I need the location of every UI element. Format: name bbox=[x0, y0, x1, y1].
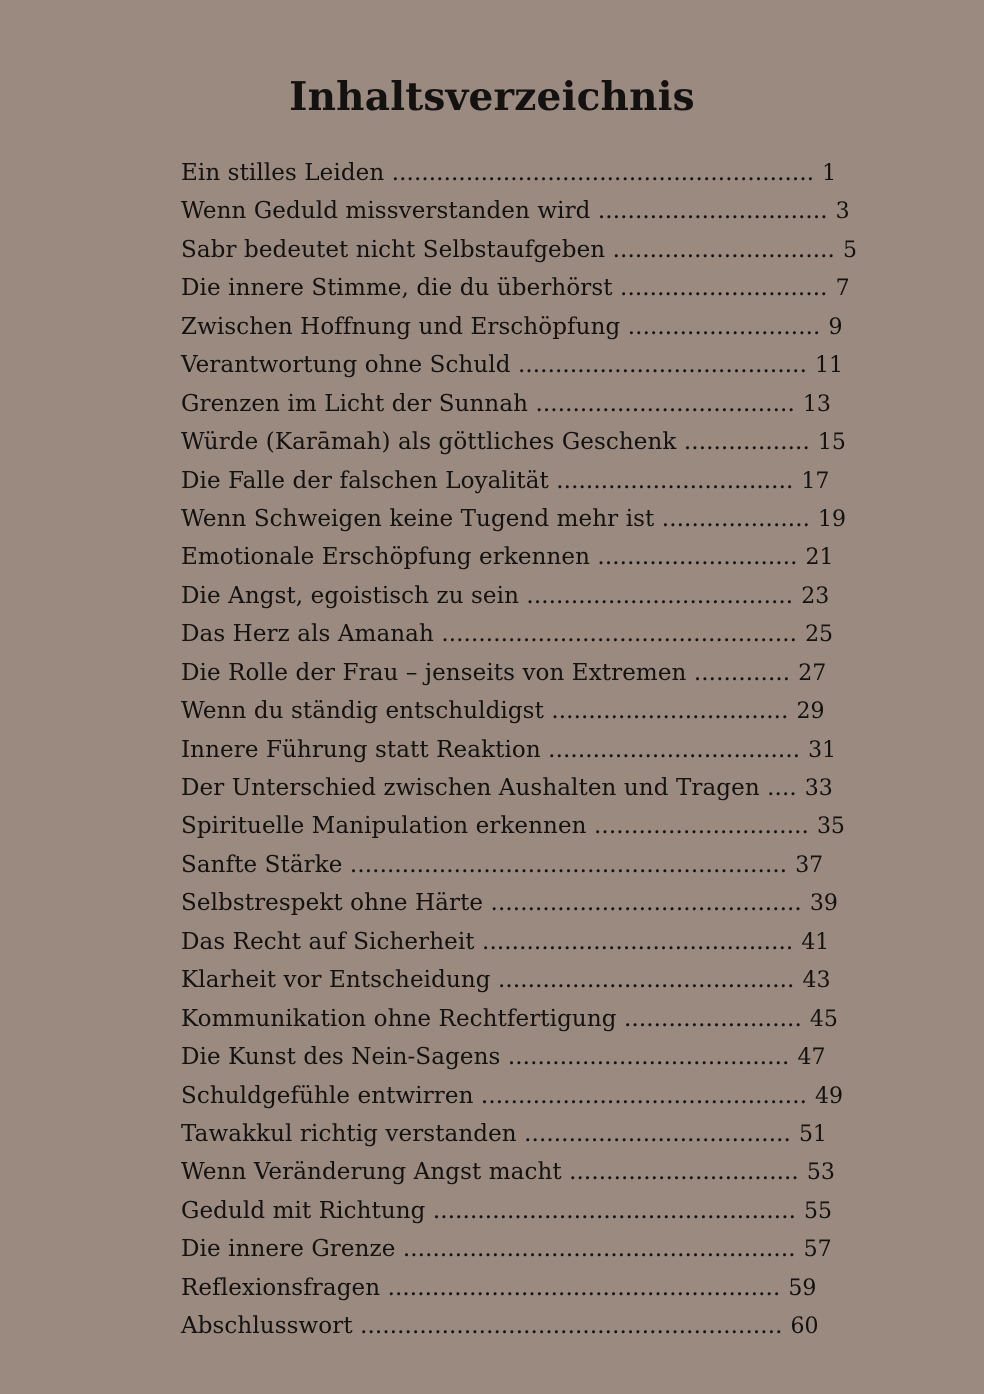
toc-entry bbox=[181, 1269, 841, 1307]
toc-entry-page: 41 bbox=[801, 929, 830, 955]
toc-entry bbox=[181, 577, 841, 615]
toc-entry-page: 55 bbox=[804, 1198, 833, 1224]
toc-entry bbox=[181, 1192, 841, 1230]
toc-entry bbox=[181, 308, 841, 346]
toc-entry bbox=[181, 500, 847, 538]
toc-entry-page: 39 bbox=[809, 891, 838, 917]
page-title: Inhaltsverzeichnis bbox=[289, 74, 695, 120]
toc-entry bbox=[181, 538, 841, 576]
toc-entry-title: Emotionale Erschöpfung erkennen ........................... bbox=[181, 544, 798, 571]
toc-entry bbox=[181, 884, 841, 922]
toc-entry-page: 43 bbox=[802, 968, 831, 994]
toc-entry-page: 9 bbox=[828, 314, 843, 340]
toc-entry-title: Abschlusswort ......................................................... bbox=[181, 1313, 783, 1340]
toc-entry-page: 53 bbox=[806, 1160, 835, 1186]
toc-entry bbox=[181, 961, 841, 999]
toc-entry-page: 33 bbox=[804, 776, 833, 801]
toc-entry-title: Schuldgefühle entwirren ............................................ bbox=[181, 1082, 808, 1109]
toc-entry-page: 5 bbox=[842, 237, 857, 263]
toc-entry bbox=[181, 385, 841, 423]
toc-entry-title: Selbstrespekt ohne Härte .......................................... bbox=[181, 890, 802, 917]
toc-entry-title: Die Falle der falschen Loyalität ................................ bbox=[181, 467, 794, 494]
toc-entry bbox=[181, 692, 841, 730]
toc-entry-page: 13 bbox=[802, 391, 831, 417]
toc-entry-title: Würde (Karāmah) als göttliches Geschenk ................. bbox=[181, 429, 810, 456]
toc-entry-title: Sabr bedeutet nicht Selbstaufgeben .............................. bbox=[181, 236, 835, 263]
toc-entry bbox=[181, 923, 841, 961]
toc-entry-title: Geduld mit Richtung ................................................. bbox=[181, 1197, 797, 1224]
toc-entry bbox=[181, 1115, 841, 1153]
toc-entry-title: Ein stilles Leiden ......................................................... bbox=[181, 160, 815, 186]
toc-entry-title: Das Recht auf Sicherheit .......................................... bbox=[181, 928, 794, 955]
toc-entry-page: 15 bbox=[817, 430, 846, 456]
toc-entry bbox=[181, 462, 841, 500]
toc-entry bbox=[181, 654, 841, 692]
toc-entry-title: Wenn Veränderung Angst macht ............................... bbox=[181, 1159, 799, 1186]
toc-entry-page: 60 bbox=[790, 1314, 819, 1340]
toc-entry-title: Das Herz als Amanah ................................................ bbox=[181, 621, 798, 648]
toc-entry bbox=[181, 846, 841, 884]
toc-entry bbox=[181, 1038, 841, 1076]
toc-entry-page: 35 bbox=[816, 814, 845, 840]
toc-entry bbox=[181, 1307, 841, 1345]
toc-entry bbox=[181, 423, 846, 461]
toc-entry-page: 51 bbox=[798, 1121, 827, 1147]
toc-entry-title: Spirituelle Manipulation erkennen ............................. bbox=[181, 813, 809, 840]
toc-entry-page: 49 bbox=[815, 1083, 844, 1109]
toc-entry-title: Innere Führung statt Reaktion .................................. bbox=[181, 736, 801, 763]
toc-entry-title: Die Angst, egoistisch zu sein .................................... bbox=[181, 582, 794, 609]
toc-entry-title: Die innere Stimme, die du überhörst ............................ bbox=[181, 275, 828, 302]
toc-entry bbox=[181, 1000, 841, 1038]
toc-entry bbox=[181, 231, 857, 269]
toc-entry-page: 57 bbox=[803, 1237, 832, 1263]
toc-entry-page: 29 bbox=[796, 699, 825, 725]
toc-entry-page: 17 bbox=[801, 468, 830, 494]
toc-entry-page: 21 bbox=[805, 545, 834, 571]
toc-entry-page: 11 bbox=[814, 353, 843, 379]
toc-entry-title: Klarheit vor Entscheidung ........................................ bbox=[181, 967, 795, 994]
toc-entry-page: 27 bbox=[798, 660, 827, 686]
toc-entry-page: 23 bbox=[801, 583, 830, 609]
toc-entry bbox=[181, 154, 841, 192]
toc-entry bbox=[181, 192, 850, 230]
toc-entry-title: Wenn Schweigen keine Tugend mehr ist .................... bbox=[181, 505, 811, 532]
toc-entry-page: 59 bbox=[788, 1275, 817, 1301]
toc-entry-title: Tawakkul richtig verstanden .................................... bbox=[181, 1120, 791, 1147]
toc-entry-page: 31 bbox=[808, 737, 837, 763]
toc-entry-page: 7 bbox=[835, 276, 850, 302]
toc-entry bbox=[181, 731, 841, 769]
toc-entry bbox=[181, 346, 841, 384]
toc-entry-title: Verantwortung ohne Schuld ....................................... bbox=[181, 352, 807, 379]
toc-entry-title: Die Kunst des Nein-Sagens ...................................... bbox=[181, 1044, 790, 1071]
toc-entry bbox=[181, 1077, 844, 1115]
toc-entry-title: Zwischen Hoffnung und Erschöpfung .......................... bbox=[181, 313, 821, 340]
toc-entry-page: 37 bbox=[795, 852, 824, 878]
toc-entry-title: Kommunikation ohne Rechtfertigung ........................ bbox=[181, 1005, 802, 1032]
toc-entry bbox=[181, 807, 845, 845]
toc-entry-title: Sanfte Stärke ........................................................... bbox=[181, 851, 788, 878]
toc-entry-page: 25 bbox=[805, 622, 834, 648]
toc-entry-title: Reflexionsfragen ..................................................... bbox=[181, 1274, 781, 1301]
toc-entry-title: Die Rolle der Frau – jenseits von Extremen ............. bbox=[181, 659, 791, 686]
toc-entry-title: Grenzen im Licht der Sunnah ................................... bbox=[181, 390, 795, 417]
toc-entry bbox=[181, 1230, 841, 1268]
toc-entry-page: 47 bbox=[797, 1045, 826, 1071]
toc-entry bbox=[181, 615, 841, 653]
toc-entry-title: Die innere Grenze ..................................................... bbox=[181, 1236, 796, 1263]
toc-entry-page: 1 bbox=[822, 161, 837, 186]
toc-entry bbox=[181, 1153, 841, 1191]
toc-entry bbox=[181, 269, 850, 307]
toc-entry-page: 19 bbox=[818, 506, 847, 532]
toc-entry bbox=[181, 769, 841, 807]
toc-entry-title: Wenn du ständig entschuldigst ................................ bbox=[181, 698, 789, 725]
table-of-contents bbox=[181, 154, 857, 1346]
toc-entry-title: Der Unterschied zwischen Aushalten und Tragen .... bbox=[181, 775, 797, 801]
toc-entry-title: Wenn Geduld missverstanden wird ............................... bbox=[181, 198, 828, 225]
toc-entry-page: 3 bbox=[835, 199, 850, 225]
toc-entry-page: 45 bbox=[809, 1006, 838, 1032]
